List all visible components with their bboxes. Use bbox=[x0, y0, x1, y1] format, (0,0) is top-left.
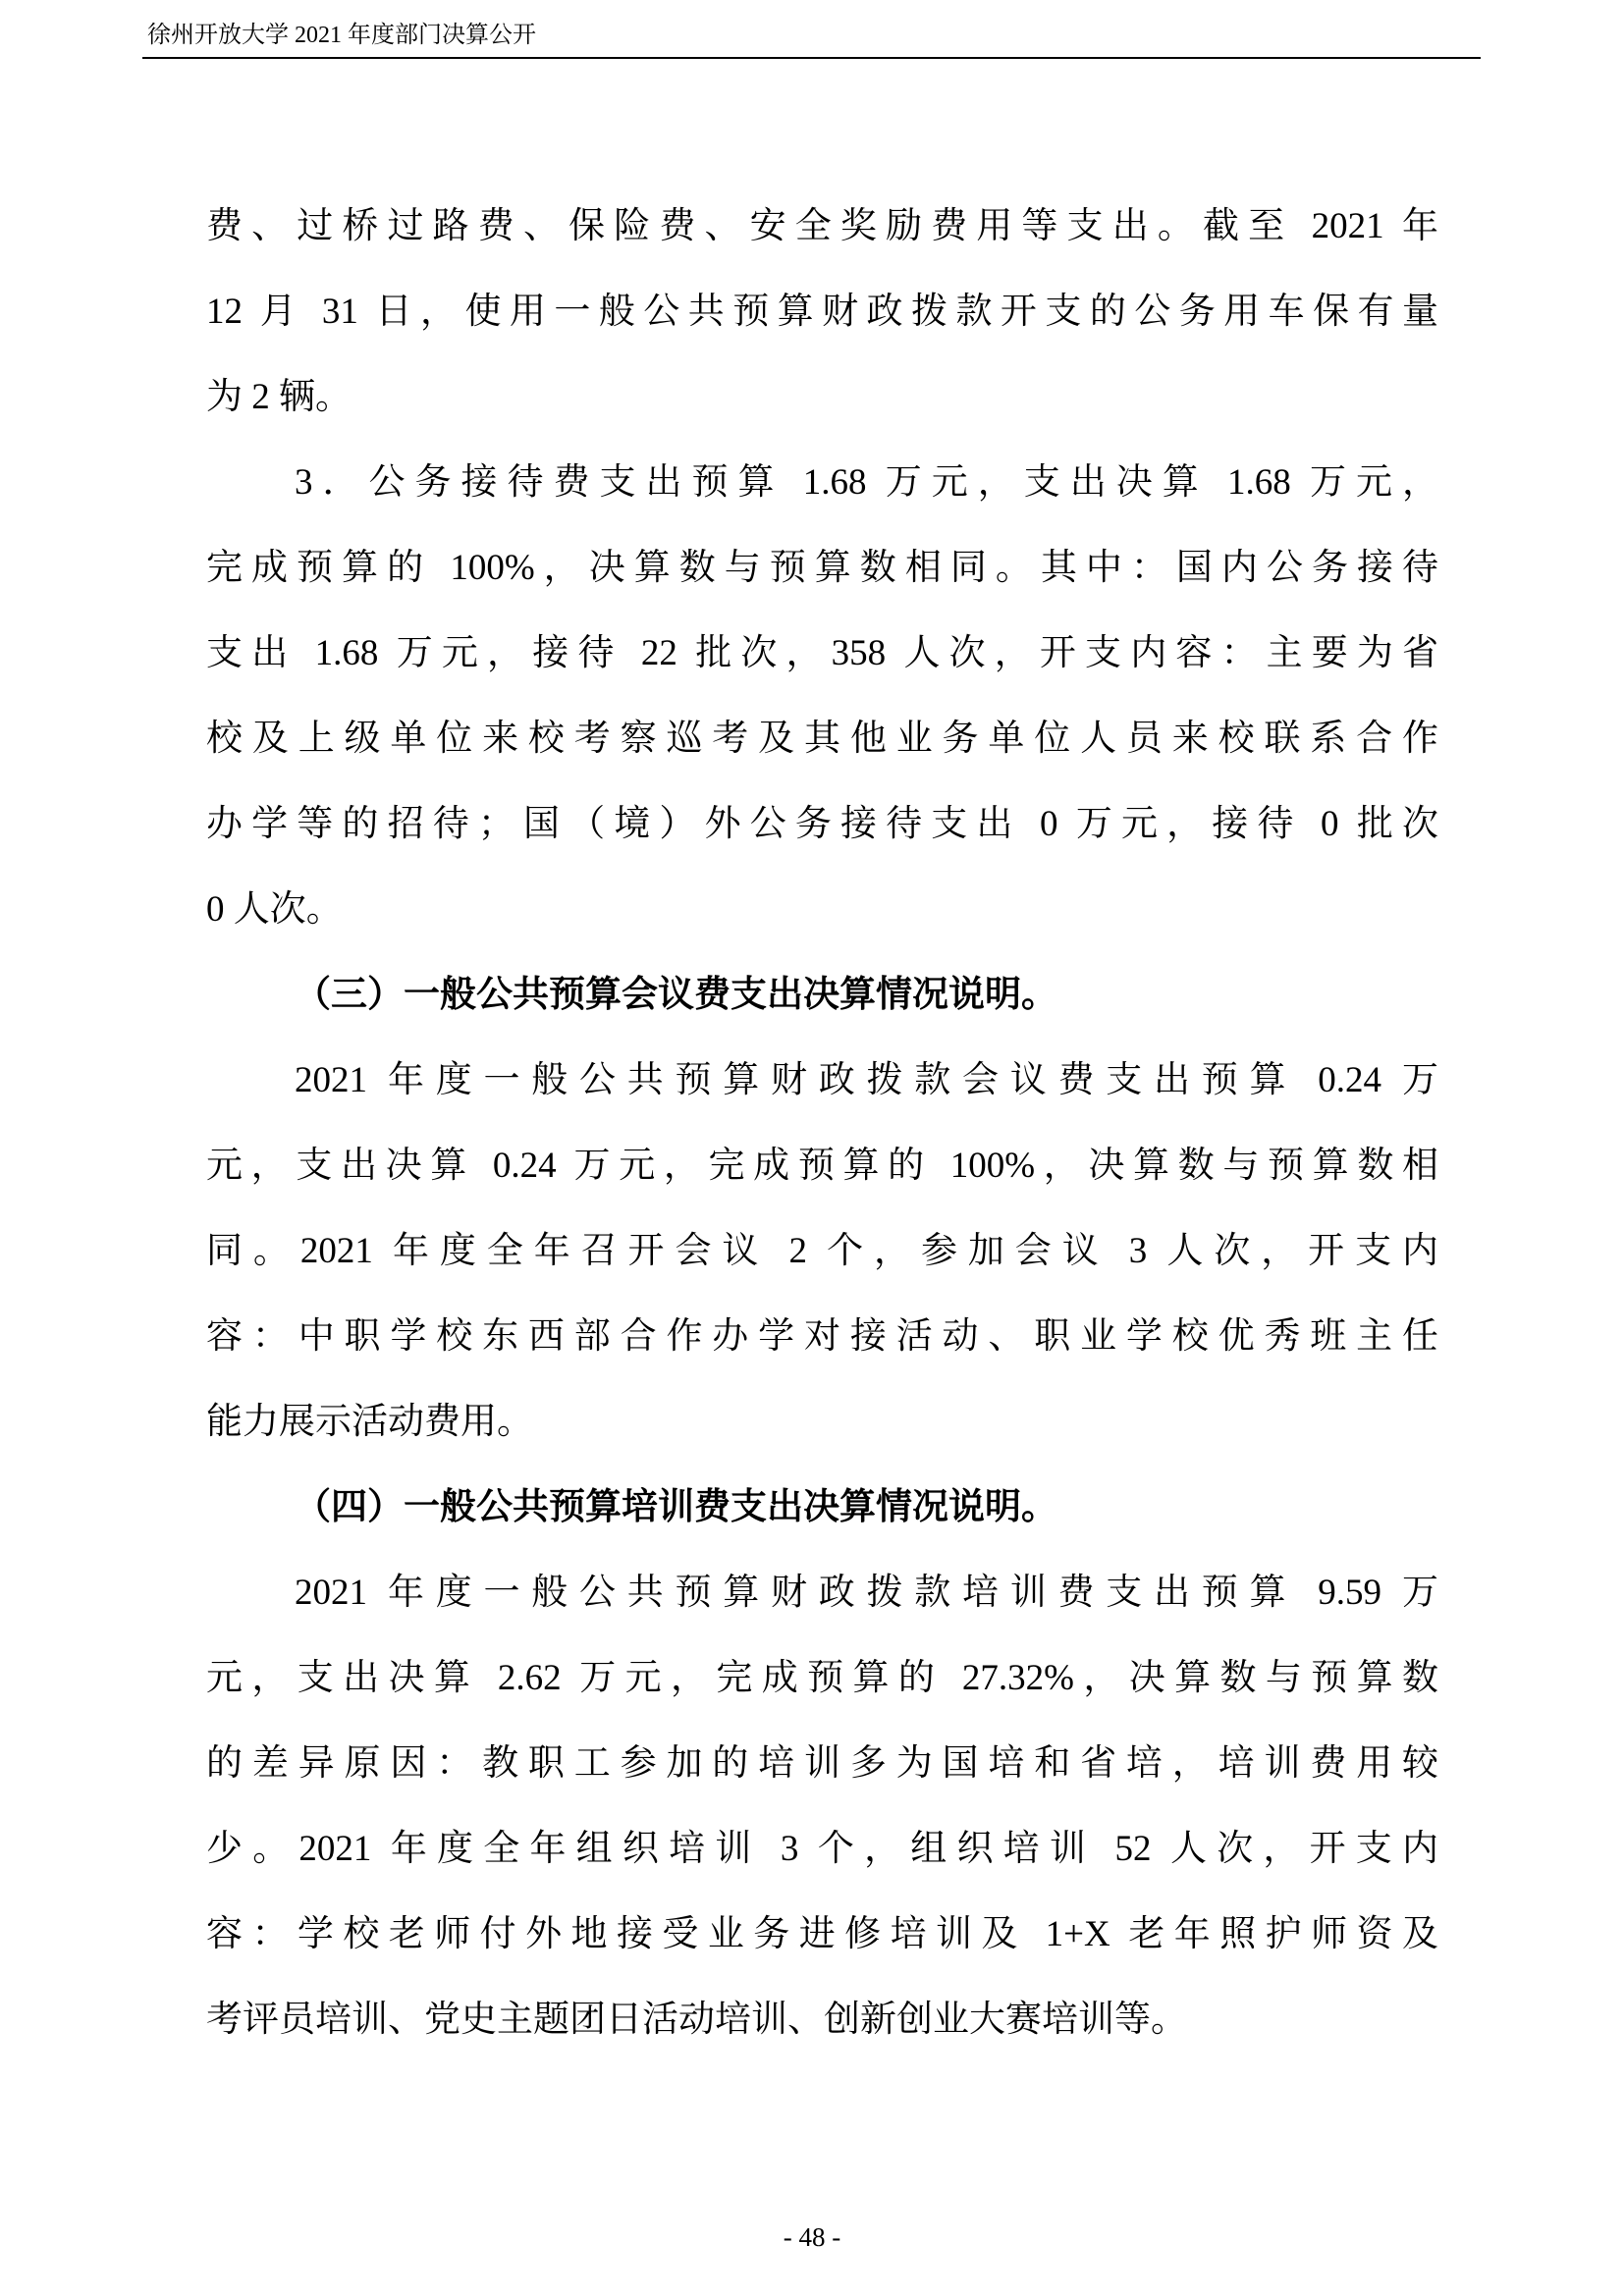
text-line: （四）一般公共预算培训费支出决算情况说明。 bbox=[295, 1487, 1057, 1527]
text-line: 少。2021 年度全年组织培训 3 个，组织培训 52 人次，开支内 bbox=[206, 1829, 1438, 1869]
text-line: 容：中职学校东西部合作办学对接活动、职业学校优秀班主任 bbox=[206, 1316, 1438, 1357]
page-number: - 48 - bbox=[783, 2222, 841, 2252]
paragraph bbox=[206, 1550, 1438, 2062]
text-line: 能力展示活动费用。 bbox=[206, 1402, 533, 1442]
paragraph bbox=[206, 184, 1438, 440]
paragraph bbox=[206, 1038, 1438, 1465]
header-divider bbox=[142, 57, 1481, 59]
text-line: 为 2 辆。 bbox=[206, 377, 352, 417]
paragraph bbox=[206, 440, 1438, 952]
section-heading bbox=[206, 952, 1438, 1038]
text-line: 0 人次。 bbox=[206, 889, 343, 930]
text-line: （三）一般公共预算会议费支出决算情况说明。 bbox=[295, 975, 1057, 1015]
text-line: 的差异原因：教职工参加的培训多为国培和省培，培训费用较 bbox=[206, 1743, 1438, 1784]
text-line: 12 月 31 日，使用一般公共预算财政拨款开支的公务用车保有量 bbox=[206, 292, 1438, 332]
text-line: 3．公务接待费支出预算 1.68 万元，支出决算 1.68 万元， bbox=[295, 462, 1438, 503]
text-line: 支出 1.68 万元，接待 22 批次，358 人次，开支内容：主要为省 bbox=[206, 633, 1438, 673]
text-line: 元，支出决算 0.24 万元，完成预算的 100%，决算数与预算数相 bbox=[206, 1146, 1438, 1186]
text-line: 2021 年度一般公共预算财政拨款会议费支出预算 0.24 万 bbox=[295, 1060, 1438, 1100]
page-header-title: 徐州开放大学 2021 年度部门决算公开 bbox=[147, 23, 536, 48]
text-line: 元，支出决算 2.62 万元，完成预算的 27.32%，决算数与预算数 bbox=[206, 1658, 1438, 1698]
document-body bbox=[206, 184, 1438, 2062]
text-line: 费、过桥过路费、保险费、安全奖励费用等支出。截至 2021 年 bbox=[206, 206, 1438, 246]
text-line: 2021 年度一般公共预算财政拨款培训费支出预算 9.59 万 bbox=[295, 1573, 1438, 1613]
text-line: 完成预算的 100%，决算数与预算数相同。其中：国内公务接待 bbox=[206, 548, 1438, 588]
text-line: 容：学校老师付外地接受业务进修培训及 1+X 老年照护师资及 bbox=[206, 1914, 1438, 1954]
section-heading bbox=[206, 1465, 1438, 1550]
text-line: 同。2021 年度全年召开会议 2 个，参加会议 3 人次，开支内 bbox=[206, 1231, 1438, 1271]
text-line: 考评员培训、党史主题团日活动培训、创新创业大赛培训等。 bbox=[206, 2000, 1187, 2040]
text-line: 校及上级单位来校考察巡考及其他业务单位人员来校联系合作 bbox=[206, 719, 1438, 759]
text-line: 办学等的招待；国（境）外公务接待支出 0 万元，接待 0 批次 bbox=[206, 804, 1438, 844]
